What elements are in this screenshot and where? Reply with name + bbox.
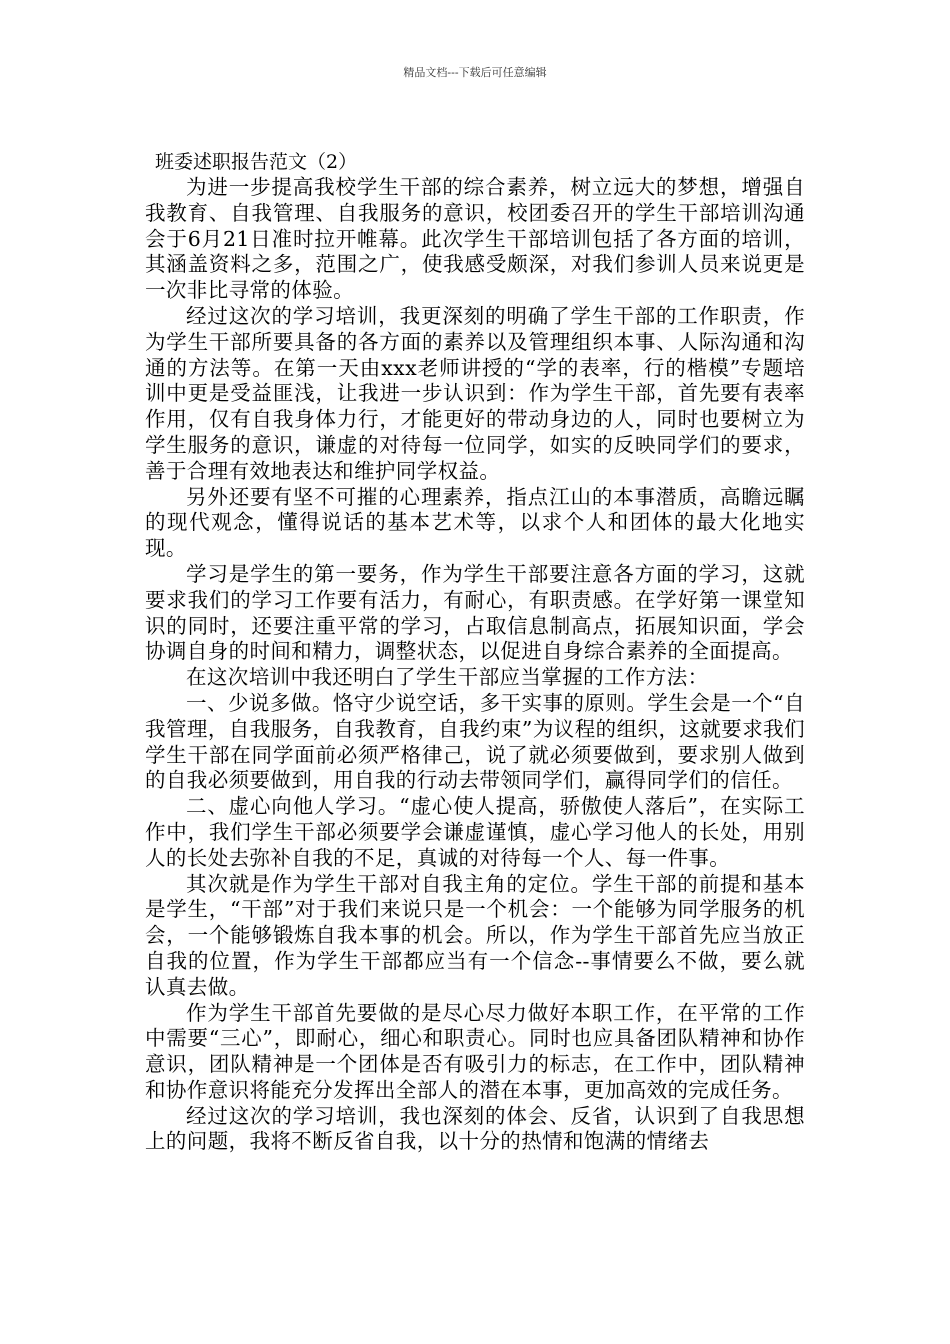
document-title: 班委述职报告范文（2） — [155, 151, 358, 173]
paragraph: 另外还要有坚不可摧的心理素养，指点江山的本事潜质，高瞻远瞩的现代观念，懂得说话的基本艺术等，以求个人和团体的最大化地实现。 — [145, 484, 805, 561]
paragraph: 经过这次的学习培训，我也深刻的体会、反省，认识到了自我思想上的问题，我将不断反省自我，以十分的热情和饱满的情绪去 — [145, 1103, 805, 1154]
paragraph: 一、少说多做。恪守少说空话，多干实事的原则。学生会是一个“自我管理，自我服务，自我教育，自我约束”为议程的组织，这就要求我们学生干部在同学面前必须严格律己，说了就必须要做到，要求别人做到的自我必须要做到，用自我的行动去带领同学们，赢得同学们的信任。 — [145, 690, 805, 793]
paragraph: 其次就是作为学生干部对自我主角的定位。学生干部的前提和基本是学生，“干部”对于我们来说只是一个机会：一个能够为同学服务的机会，一个能够锻炼自我本事的机会。所以，作为学生干部首先应当放正自我的位置，作为学生干部都应当有一个信念--事情要么不做，要么就认真去做。 — [145, 871, 805, 999]
paragraph: 在这次培训中我还明白了学生干部应当掌握的工作方法： — [186, 665, 709, 690]
document-body — [145, 175, 805, 1155]
paragraph: 学习是学生的第一要务，作为学生干部要注意各方面的学习，这就要求我们的学习工作要有活力，有耐心，有职责感。在学好第一课堂知识的同时，还要注重平常的学习，占取信息制高点，拓展知识面，学会协调自身的时间和精力，调整状态，以促进自身综合素养的全面提高。 — [145, 561, 805, 664]
page-header: 精品文档---下载后可任意编辑 — [403, 66, 547, 79]
paragraph: 作为学生干部首先要做的是尽心尽力做好本职工作，在平常的工作中需要“三心”，即耐心，细心和职责心。同时也应具备团队精神和协作意识，团队精神是一个团体是否有吸引力的标志，在工作中，团队精神和协作意识将能充分发挥出全部人的潜在本事，更加高效的完成任务。 — [145, 1000, 805, 1102]
paragraph: 二、虚心向他人学习。“虚心使人提高，骄傲使人落后”，在实际工作中，我们学生干部必须要学会谦虚谨慎，虚心学习他人的长处，用别人的长处去弥补自我的不足，真诚的对待每一个人、每一件事。 — [145, 794, 805, 870]
paragraph: 为进一步提高我校学生干部的综合素养，树立远大的梦想，增强自我教育、自我管理、自我服务的意识，校团委召开的学生干部培训沟通会于6月21日准时拉开帷幕。此次学生干部培训包括了各方面的培训，其涵盖资料之多，范围之广，使我感受颇深，对我们参训人员来说更是一次非比寻常的体验。 — [145, 175, 805, 303]
paragraph: 经过这次的学习培训，我更深刻的明确了学生干部的工作职责，作为学生干部所要具备的各方面的素养以及管理组织本事、人际沟通和沟通的方法等。在第一天由xxx老师讲授的“学的表率，行的楷模”专题培训中更是受益匪浅，让我进一步认识到：作为学生干部，首先要有表率作用，仅有自我身体力行，才能更好的带动身边的人，同时也要树立为学生服务的意识，谦虚的对待每一位同学，如实的反映同学们的要求，善于合理有效地表达和维护同学权益。 — [145, 303, 805, 483]
